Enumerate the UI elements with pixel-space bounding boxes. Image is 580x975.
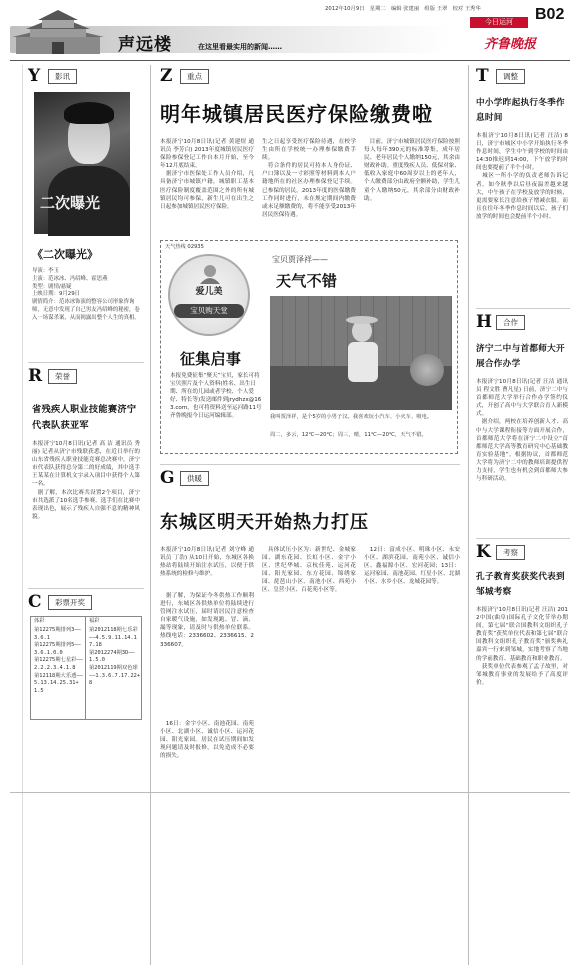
section-letter: R: [28, 366, 43, 386]
gongnuan-col-1: 据了解，为保证今冬供热工作顺利进行，东城区各供热单位将陆续进行管网注水试压，届时请居民注意检查自家暖气设施，如发现跑、冒、滴、漏等现象，请及时与供热单位联系。热线电话：2336602、2336615、2336607。: [160, 593, 254, 648]
movie-poster: [34, 92, 130, 234]
section-header-hezuo: [476, 312, 525, 332]
section-label: 供暖: [180, 471, 209, 486]
hezuo-body: 本报济宁10月8日讯(记者 汪洁 通讯员 程文胜 曹凡星) 日前，济宁二中与首都师范大学举行合作办学签约仪式，开创了高中与大学联合育人新模式。 据介绍，两校在培养创新人才、高中与大学课程衔接等方面开展合作，首都师范大学将在济宁二中设立“首都师范大学高等教育研究中心基础教育实验基地”。根据协议，首都师范大学将为济宁二中的教师培训提供智力支持，学生也有机会到首都师大参与科研活动。: [476, 379, 568, 483]
tiaozheng-body: 本报济宁10月8日讯(记者 汪洁) 8日，济宁市城区中小学开始执行冬季作息时间，学生中午到学校的时间由14:30推迟到14:00，下午放学的时间也要提前了半个小时。 城区一所小学的负责老师告诉记者，如今秋季以后昼夜温差越来越大，中午孩子在学校及放学的时候，更需要家长注意给孩子增减衣服。而且在往年冬季作息时间以后，孩子们放学的时间也会提前半个小时。: [476, 133, 568, 220]
shop-badge: [168, 254, 250, 336]
section-header-tiaozheng: [476, 66, 525, 86]
section-header-gongnuan: [160, 468, 209, 488]
section-letter: C: [28, 592, 42, 612]
lottery-col-b: 第2012118期七乐彩——4.5.9.11.14.17.18 第2012274期3D——1.5.0 第2012119期双色球——1.3.6.7.17.22+8: [89, 627, 141, 687]
divider: [160, 464, 460, 465]
lottery-col-b-title: 福彩: [89, 618, 100, 624]
section-label: 合作: [496, 315, 525, 330]
recruit-title: 征集启事: [180, 350, 242, 368]
gongnuan-byline: 本报济宁10月8日讯(记者 刘守峰 通讯员 丁浩) 从10日开始，东城区各换热站将陆续开始注水试压，以便于供热系统的检修与维护。: [160, 547, 254, 578]
section-label: 重点: [180, 69, 209, 84]
masthead: [0, 0, 580, 60]
right-col-rule: [468, 65, 469, 965]
gongnuan-col-2: 具体试压小区为：新世纪、金城家园、湖东花园、长虹小区、金宇小区、世纪华城、京杭佳苑、运河花园、阳光家园、东方花园、锦绣家园、琵琶山小区、南池小区、西苑小区、皇营小区、百花苑小区等。: [262, 547, 356, 594]
section-label: 考察: [496, 545, 525, 560]
poster-hair: [64, 102, 114, 124]
bottom-rule: [10, 792, 570, 793]
recruit-body: 本报免费征集“聚天”宝贝，家长可将宝贝照片及个人资料(姓名、出生日期、所在幼儿园或者学校、个人爱好、特长等)发送邮件到jrydhzx@163.com，也可将资料送至运河路11号齐鲁晚报今日运河编辑部。: [170, 373, 262, 420]
lottery-table: [30, 616, 142, 720]
section-letter: K: [476, 542, 491, 562]
weather-tag: 天气热线 02935: [165, 244, 204, 250]
top-rule: [10, 60, 570, 61]
lottery-col-a: 第12275期排列3——3.6.1 第12275期排列5——3.6.1.0.0 第12275期七星彩——2.2.2.3.4.1.8 第12118期大乐透——5.13.14.25.31+1.5: [34, 627, 83, 694]
tower-icon: [12, 10, 104, 54]
section-letter: H: [476, 312, 493, 332]
movie-info: 导演：李玉 主演：范冰冰、冯绍峰、霍思燕 类型：剧情/悬疑 上映日期：9月29日 剧情简介：范冰冰饰演的整容公司形象咨询师，无意中发现了自己男友冯绍峰的秘密，卷入一场谋杀案，从而揭露出整个人生的真相。: [32, 268, 140, 321]
section-letter: Z: [160, 66, 173, 86]
lottery-col-divider: [85, 617, 86, 719]
section-header-zhongdian: [160, 66, 209, 86]
left-col-border: [22, 65, 23, 965]
section-header-kaocha: [476, 542, 525, 562]
baby-logo-icon: [196, 264, 224, 284]
section-label: 彩票开奖: [48, 595, 92, 610]
divider: [476, 308, 570, 309]
tiaozheng-title: 中小学昨起执行冬季作息时间: [476, 98, 565, 123]
photo-child-hat: [346, 316, 378, 324]
section-subtitle: 在这里看最实用的新闻……: [198, 43, 282, 51]
poster-title: 二次曝光: [40, 194, 101, 212]
paper-name: 齐鲁晚报: [484, 37, 537, 52]
section-label: 影讯: [48, 69, 77, 84]
kaocha-title: 孔子教育奖获奖代表到邹城考察: [476, 572, 565, 597]
section-letter: Y: [28, 66, 41, 86]
rongyu-title: 省残疾人职业技能赛济宁代表队获亚军: [32, 404, 137, 431]
weather-caption: 我叫贾泽祥，是个5岁的小男子汉。我喜欢玩小汽车、小火车、吸电。: [270, 414, 433, 420]
section-label: 荣誉: [48, 369, 77, 384]
shop-ribbon: [174, 304, 244, 318]
shop-logo-text: 爱儿美: [195, 287, 223, 297]
section-header-rongyu: [28, 366, 77, 386]
kaocha-body: 本报济宁10月8日讯(记者 汪洁) 2012中国(曲阜)国际孔子文化节举办期间，第七届“联合国教科文组织孔子教育奖”获奖单位代表和第七届“联合国教科文组织孔子教育奖”颁奖典礼嘉宾一行来到邹城，实地考察了当地的学前教育、基础教育和职业教育。 获奖单位代表参观了孟子故里，对邹城教育事业的发展给予了高度评价。: [476, 607, 568, 686]
today-label: 今日运河: [485, 18, 513, 26]
section-label: 调整: [496, 69, 525, 84]
main-col-3: 目前，济宁市城镇居民医疗保险按照每人每年390元的标准筹集，成年居民、老年居民个人缴纳150元，其余由财政补助。重度残疾人员、低保对象、低收入家庭中60周岁以上的老年人，个人缴费部分由政府全额补助，学生儿童个人缴纳50元，其余部分由财政补助。: [364, 139, 460, 202]
section-header-caipiao: [28, 592, 92, 612]
gongnuan-col-4: 16日：金宇小区、南池花园、南苑小区、北湖小区、诚信小区、运河花园、阳光家园。居民在试压期间如发现问题请及时报修，以免造成不必要的损失。: [160, 721, 254, 760]
date-line: 2012年10月9日 星期二 编辑 张建丽 组版 王翠 校对 王秀华: [325, 6, 481, 12]
weather-big-header: 天气不错: [276, 272, 338, 290]
child-photo: [270, 296, 452, 410]
section-header-ying: [28, 66, 77, 86]
hezuo-title: 济宁二中与首都师大开展合作办学: [476, 344, 565, 369]
photo-child-body: [348, 342, 378, 382]
weather-forecast: 周二，多云，12℃—20℃；周三，晴，11℃—20℃，天气不错。: [270, 432, 427, 438]
shop-text: 宝贝购天堂: [190, 306, 228, 315]
lottery-col-a-title: 体彩: [34, 618, 45, 624]
left-col-rule: [150, 65, 151, 965]
rongyu-body: 本报济宁10月8日讯(记者 高 洁 通讯员 秀 丽) 记者从济宁市残联获悉，在近日举行的山东省残疾人职业技能竞赛总决赛中，济宁市代表队获得总分第二的好成绩，其中选手王某某在计算机文字录入项目中获得个人第一名。 据了解，本次比赛共设置2个项目，济宁市共选派了10名选手参赛，选手们在比赛中表现出色，展示了残疾人自强不息的精神风貌。: [32, 441, 140, 520]
divider: [28, 588, 144, 589]
divider: [28, 362, 144, 363]
gongnuan-col-3: 12日：富成小区、明珠小区、永安小区、湖滨花园、南苑小区、诚信小区、鑫福源小区、宏河花园；13日：运河家园、南池花园、红星小区、北湖小区、水乡小区、龙城花园等。: [364, 547, 460, 586]
section-letter: T: [476, 66, 489, 86]
movie-title: 《二次曝光》: [32, 248, 98, 261]
section-title: 声远楼: [118, 35, 172, 55]
photo-flowers: [410, 354, 444, 386]
section-letter: G: [160, 468, 175, 488]
weather-small-header: 宝贝贾泽祥——: [272, 255, 328, 264]
main-headline: 明年城镇居民医疗保险缴费啦: [160, 102, 433, 126]
page-number: B02: [535, 6, 565, 23]
divider: [476, 538, 570, 539]
main-col-1: 本报济宁10月8日讯(记者 黄建煜 通讯员 李芳白) 2013年度城镇居民医疗保险参保登记工作自本月开始，至今年12月底结束。 据济宁市医保处工作人员介绍，凡具备济宁市城镇户籍，城镇职工基本医疗保险制度覆盖范围之外的所有城镇居民均可参保，新生儿可在出生之日起参加城镇居民医疗保险。: [160, 139, 254, 210]
main-col-2: 生之日起享受医疗保险待遇，在校学生由所在学校统一办理参保缴费手续。 符合条件的居民可持本人身份证、户口簿以及一寸彩照等材料到本人户籍地所在的社区办理参保登记手续。已参保的居民，2013年度的医保缴费工作同时进行，未在规定期间内缴费或未足额缴费的，将不能享受2013年居民医保待遇。: [262, 139, 356, 218]
gongnuan-title: 东城区明天开始热力打压: [160, 512, 369, 533]
today-badge: [470, 17, 528, 28]
